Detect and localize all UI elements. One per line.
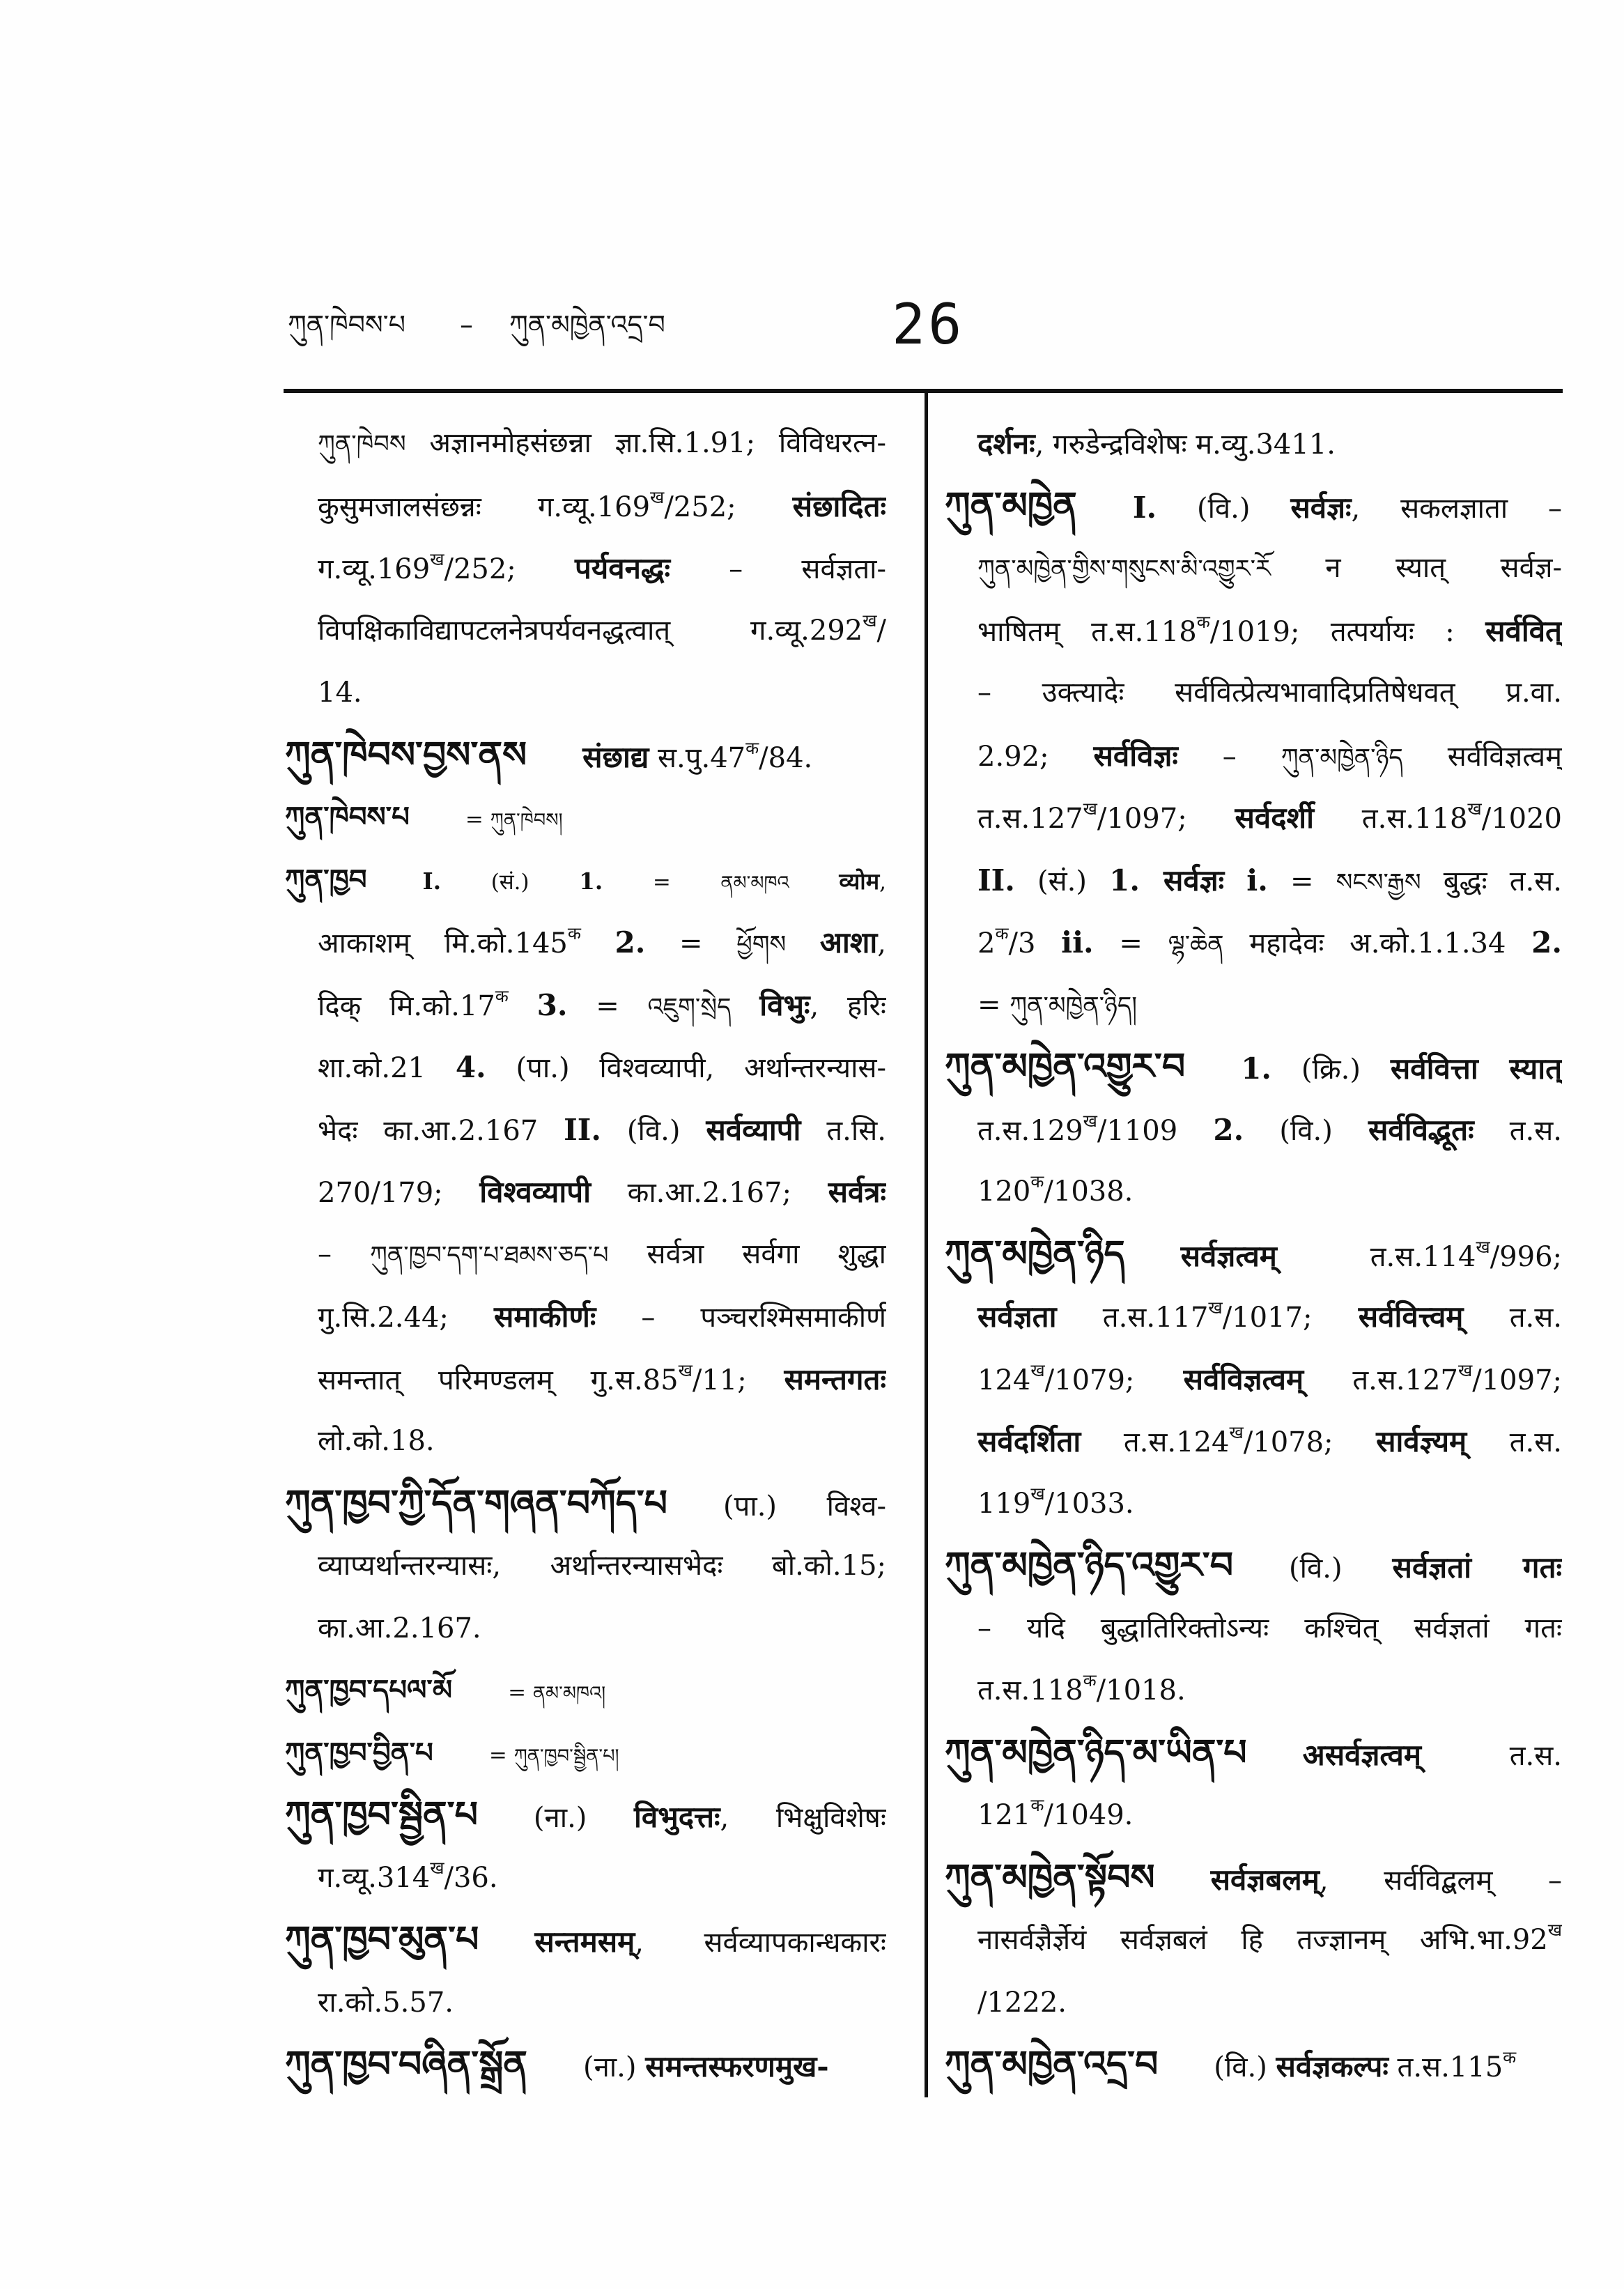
folio-side-superscript: क <box>495 985 509 1006</box>
dictionary-line <box>945 1660 1562 1722</box>
entry-text: = <box>465 807 490 832</box>
entry-text: त.स.115 <box>1388 2051 1503 2083</box>
folio-side-superscript: ख <box>650 486 665 507</box>
entry-text: आकाशम् मि.को.145 <box>318 927 568 959</box>
dictionary-line <box>945 1722 1562 1785</box>
dictionary-line <box>945 1036 1562 1099</box>
sanskrit-term: विभुः <box>759 987 810 1022</box>
left-column <box>285 413 886 2097</box>
sanskrit-term: सर्वज्ञता <box>977 1300 1057 1334</box>
entry-text: , सर्वव्यापकान्धकारः <box>635 1927 886 1959</box>
dictionary-line <box>285 1161 886 1224</box>
dictionary-line <box>285 1722 886 1785</box>
folio-side-superscript: ख <box>1030 1359 1045 1380</box>
entry-text: , गरुडेन्द्रविशेषः म.व्यु.3411. <box>1035 429 1336 461</box>
entry-text <box>1224 865 1246 897</box>
entry-text: स.पु.47 <box>649 741 746 774</box>
folio-side-superscript: ख <box>430 1857 444 1878</box>
tibetan-text: ཀུན་ཁེབས། <box>490 810 563 831</box>
entry-text: 119 <box>977 1487 1031 1520</box>
tibetan-text: ཀུན་མཁྱེན་གྱིས་གསུངས་མི་འགྱུར་རོ <box>977 555 1271 583</box>
entry-text: का.आ.2.167; <box>591 1177 828 1209</box>
sanskrit-term: 1. <box>1241 1051 1272 1086</box>
headword: ཀུན་མཁྱེན་ཉིད་འགྱུར་བ <box>945 1545 1234 1587</box>
entry-text: (वि.) <box>601 1114 706 1147</box>
dictionary-line <box>285 1785 886 1847</box>
sanskrit-term: सर्वज्ञतां गतः <box>1392 1550 1562 1585</box>
entry-text: = <box>1093 927 1168 959</box>
sanskrit-term: I. <box>422 867 442 895</box>
entry-text: /1079; <box>1044 1364 1184 1396</box>
tibetan-text: ཕྱོགས <box>736 930 787 959</box>
entry-text: / <box>876 614 886 647</box>
sanskrit-term: 2. <box>614 925 646 959</box>
dictionary-line <box>285 1972 886 2035</box>
entry-text: लो.को.18. <box>318 1425 435 1457</box>
dictionary-line <box>285 1535 886 1598</box>
entry-text: , भिक्षुविशेषः <box>720 1802 886 1834</box>
sanskrit-term: संछाद्य <box>582 739 649 774</box>
dictionary-line <box>285 662 886 725</box>
entry-text: 2.92; <box>977 740 1094 773</box>
entry-text: त.स.118 <box>1313 803 1468 835</box>
entry-text <box>581 927 615 959</box>
entry-text: /3 <box>1008 927 1062 959</box>
entry-text: (क्रि.) <box>1271 1054 1391 1086</box>
headword: ཀུན་ཁྱབ་མུན་པ <box>285 1919 479 1961</box>
entry-text: का.आ.2.167. <box>318 1612 481 1644</box>
headword: ཀུན་ཁྱབ་སྦྱིན་པ <box>285 1794 478 1836</box>
sanskrit-term: सर्वव्यापी <box>706 1112 801 1147</box>
entry-text: /11; <box>692 1364 784 1396</box>
folio-side-superscript: ख <box>1476 1236 1490 1257</box>
dictionary-line <box>945 2034 1562 2097</box>
entry-text: /1019; तत्पर्यायः : <box>1209 615 1486 648</box>
folio-side-superscript: ख <box>1030 1483 1045 1504</box>
headword: ཀུན་ཁེབས་པ <box>285 801 410 833</box>
sanskrit-term: सर्वज्ञकल्पः <box>1276 2049 1389 2083</box>
tibetan-text: ཀུན་མཁྱེན་ཉིད། <box>1010 991 1138 1020</box>
folio-side-superscript: क <box>1083 1670 1097 1691</box>
dictionary-line <box>285 1598 886 1660</box>
dictionary-entry <box>285 2034 886 2097</box>
right-column <box>945 413 1562 2097</box>
entry-text: /1038. <box>1044 1176 1134 1208</box>
tibetan-text: ཀུན་ཁེབས <box>318 430 406 458</box>
sanskrit-term: ii. <box>1061 925 1094 959</box>
entry-text: – <box>318 1238 371 1270</box>
folio-side-superscript: ख <box>1467 799 1482 819</box>
sanskrit-term: विश्वव्यापी <box>479 1175 591 1209</box>
dictionary-line <box>945 1535 1562 1598</box>
entry-text: , <box>879 869 886 895</box>
entry-text: = <box>567 989 648 1022</box>
entry-text: शा.को.21 <box>318 1052 456 1084</box>
sanskrit-term: II. <box>564 1112 602 1147</box>
entry-text: त.स.117 <box>1056 1302 1209 1334</box>
sanskrit-term: संछादितः <box>792 488 886 523</box>
sanskrit-term: समन्तस्फरणमुख- <box>645 2049 829 2083</box>
headword: ཀུན་ཁྱབ་བཞིན་སྒྲོན <box>285 2044 527 2086</box>
entry-text: भेदः का.आ.2.167 <box>318 1114 564 1147</box>
dictionary-line <box>285 911 886 974</box>
entry-text: – <box>1177 740 1281 773</box>
headword: ཀུན་མཁྱེན <box>945 484 1077 527</box>
dictionary-line <box>945 787 1562 849</box>
tibetan-text: ལྷ་ཆེན <box>1168 930 1224 959</box>
sanskrit-term: II. <box>977 863 1015 897</box>
entry-text: /252; <box>664 491 793 523</box>
dictionary-line <box>285 1286 886 1348</box>
sanskrit-term: 1. सर्वज्ञः <box>1109 863 1225 897</box>
dictionary-line <box>945 1473 1562 1536</box>
dictionary-line <box>285 1847 886 1910</box>
sanskrit-term: सन्तमसम् <box>534 1925 635 1959</box>
entry-text: (वि.) <box>1289 1552 1393 1585</box>
entry-text <box>786 927 820 959</box>
entry-text: /996; <box>1490 1240 1562 1273</box>
headword: ཀུན་མཁྱེན་སྟོབས <box>945 1856 1155 1899</box>
right-guide-word: ཀུན་མཁྱེན་འདྲ་བ <box>509 309 665 340</box>
dictionary-line <box>945 911 1562 974</box>
entry-text: /1222. <box>977 1986 1067 2019</box>
sanskrit-term: विभुदत्तः <box>633 1800 720 1834</box>
headword: ཀུན་ཁྱབ་དཔལ་མོ <box>285 1674 453 1706</box>
guide-word-separator: – <box>460 309 473 340</box>
entry-text: अज्ञानमोहसंछन्ना ज्ञा.सि.1.91; विविधरत्न- <box>405 427 886 459</box>
dictionary-line <box>285 725 886 787</box>
tibetan-text: ཀུན་ཁྱབ་དག་པ་ཐམས་ཅད་པ <box>370 1240 609 1270</box>
entry-text: – उक्त्यादेः सर्ववित्प्रेत्यभावादिप्रतिषेधवत् प्र.वा. <box>977 677 1562 709</box>
dictionary-entry <box>285 1785 886 1909</box>
sanskrit-term: सर्ववित् <box>1485 613 1562 648</box>
folio-side-superscript: ख <box>1208 1297 1223 1318</box>
dictionary-line <box>945 413 1562 475</box>
dictionary-entry <box>945 1722 1562 1847</box>
dictionary-line <box>285 413 886 475</box>
entry-text: सर्वविज्ञत्वम् <box>1402 740 1562 773</box>
column-divider <box>925 390 928 2097</box>
entry-text: /1020 <box>1481 803 1562 835</box>
folio-side-superscript: क <box>995 923 1009 944</box>
dictionary-line <box>945 662 1562 725</box>
dictionary-line <box>945 1909 1562 1972</box>
folio-side-superscript: क <box>1503 2047 1517 2068</box>
entry-text: 2 <box>977 927 996 959</box>
sanskrit-term: सर्वदर्शी <box>1235 801 1314 835</box>
entry-text: न स्यात् सर्वज्ञ- <box>1270 552 1562 584</box>
folio-side-superscript: क <box>1030 1795 1044 1816</box>
sanskrit-term: 4. <box>455 1050 486 1084</box>
dictionary-line <box>285 1473 886 1536</box>
tibetan-text: ནམ་མཁའ <box>720 872 789 894</box>
dictionary-line <box>285 1099 886 1162</box>
dictionary-line <box>945 1161 1562 1224</box>
entry-text: त.स. <box>1463 1302 1562 1334</box>
dictionary-entry <box>945 1224 1562 1536</box>
entry-text: 121 <box>977 1799 1031 1831</box>
entry-text: त.स.127 <box>1304 1364 1458 1396</box>
entry-text: – यदि बुद्धातिरिक्तोऽन्यः कश्चित् सर्वज्ञतां गतः <box>977 1612 1562 1644</box>
entry-text: /1097; <box>1097 803 1235 835</box>
dictionary-line <box>285 1410 886 1473</box>
entry-text: (पा.) विश्व- <box>723 1490 886 1523</box>
sanskrit-term: सर्वज्ञत्वम् <box>1180 1238 1277 1273</box>
dictionary-line <box>945 1099 1562 1162</box>
entry-text: महादेवः अ.को.1.1.34 <box>1223 927 1532 959</box>
folio-side-superscript: ख <box>1457 1359 1473 1380</box>
folio-side-superscript: ख <box>1083 799 1097 819</box>
entry-text: /84. <box>759 741 813 774</box>
folio-side-superscript: ख <box>678 1359 693 1380</box>
entry-text: त.सि. <box>801 1114 886 1147</box>
dictionary-entry <box>945 1535 1562 1722</box>
header-rule <box>284 389 1563 393</box>
entry-text: = <box>1267 865 1336 897</box>
headword: ཀུན་མཁྱེན་ཉིད་མ་ཡིན་པ <box>945 1732 1247 1774</box>
entry-text: /1078; <box>1243 1426 1377 1458</box>
entry-text: 120 <box>977 1176 1031 1208</box>
folio-side-superscript: ख <box>863 610 877 631</box>
folio-side-superscript: क <box>1030 1171 1044 1192</box>
dictionary-entry <box>945 2034 1562 2097</box>
headword: ཀུན་མཁྱེན་ཉིད <box>945 1233 1125 1275</box>
entry-text: (वि.) <box>1214 2051 1276 2083</box>
entry-text: 270/179; <box>318 1177 480 1209</box>
dictionary-line <box>285 475 886 538</box>
entry-text: त.स.124 <box>1081 1426 1230 1458</box>
entry-text: कुसुमजालसंछन्नः ग.व्यू.169 <box>318 491 651 523</box>
dictionary-line <box>945 1598 1562 1660</box>
dictionary-entry <box>285 849 886 1473</box>
entry-text: , सर्वविद्बलम् – <box>1319 1864 1562 1897</box>
page-number: 26 <box>892 292 965 357</box>
tibetan-text: ཀུན་མཁྱེན་ཉིད <box>1281 743 1403 772</box>
entry-text: /1049. <box>1044 1799 1134 1831</box>
left-guide-word: ཀུན་ཁེབས་པ <box>288 309 406 340</box>
entry-text: बुद्धः त.स. <box>1421 865 1562 897</box>
entry-text <box>509 990 537 1022</box>
dictionary-line <box>945 1847 1562 1910</box>
entry-text: = <box>488 1742 514 1768</box>
dictionary-line <box>945 1410 1562 1473</box>
dictionary-entry <box>945 1847 1562 2035</box>
dictionary-line <box>285 1909 886 1972</box>
dictionary-entry <box>285 1909 886 2034</box>
entry-text: व्याप्यर्थान्तरन्यासः, अर्थान्तरन्यासभेदः बो.को.15; <box>318 1550 886 1582</box>
sanskrit-term: I. <box>1132 490 1157 525</box>
dictionary-entry <box>285 787 886 849</box>
entry-text: – पञ्चरश्मिसमाकीर्ण <box>596 1302 886 1334</box>
entry-text: 124 <box>977 1364 1031 1396</box>
entry-text: त.स. <box>1474 1114 1562 1147</box>
tibetan-text: སངས་རྒྱས <box>1336 868 1421 897</box>
folio-side-superscript: क <box>567 923 581 944</box>
entry-text: /36. <box>444 1861 498 1894</box>
sanskrit-term: सर्वत्रः <box>828 1175 886 1209</box>
sanskrit-term: समाकीर्णः <box>493 1300 596 1334</box>
dictionary-line <box>945 974 1562 1037</box>
dictionary-line <box>945 1785 1562 1847</box>
dictionary-line <box>285 849 886 912</box>
entry-text: ग.व्यू.314 <box>318 1861 431 1894</box>
entry-text: ग.व्यू.169 <box>318 553 431 585</box>
sanskrit-term: सर्वदर्शिता <box>977 1424 1081 1458</box>
entry-text: सर्वत्रा सर्वगा शुद्धा <box>608 1238 886 1270</box>
folio-side-superscript: क <box>1196 611 1210 632</box>
sanskrit-term: i. <box>1246 863 1268 897</box>
entry-text: रा.को.5.57. <box>318 1986 454 2019</box>
dictionary-entry <box>285 725 886 787</box>
headword: ཀུན་ཁྱབ་བྱིན་པ <box>285 1736 433 1769</box>
folio-side-superscript: क <box>745 737 759 758</box>
entry-text: /1109 <box>1097 1114 1214 1147</box>
sanskrit-term: सर्वविज्ञः <box>1093 738 1178 773</box>
entry-text: त.स.118 <box>977 1674 1083 1706</box>
dictionary-line <box>945 1972 1562 2035</box>
entry-text: त.स. <box>1421 1739 1562 1772</box>
entry-text: समन्तात् परिमण्डलम् गु.स.85 <box>318 1364 679 1396</box>
entry-text: = <box>508 1680 533 1705</box>
dictionary-entry <box>945 475 1562 1037</box>
dictionary-entry <box>285 413 886 725</box>
sanskrit-term: दर्शनः <box>977 426 1035 461</box>
sanskrit-term: 2. <box>1531 925 1562 959</box>
tibetan-text: ཀུན་ཁྱབ་སྦྱིན་པ། <box>513 1745 619 1767</box>
entry-text: गु.सि.2.44; <box>318 1302 494 1334</box>
entry-text: (वि.) <box>1244 1114 1369 1147</box>
entry-text: त.स. <box>1467 1426 1562 1458</box>
entry-text: /252; <box>444 553 575 585</box>
dictionary-line <box>285 1660 886 1722</box>
sanskrit-term: समन्तगतः <box>784 1362 886 1396</box>
dictionary-line <box>945 475 1562 538</box>
sanskrit-term: सर्ववित्त्वम् <box>1358 1300 1464 1334</box>
dictionary-entry <box>285 1722 886 1785</box>
dictionary-line <box>945 849 1562 912</box>
dictionary-line <box>285 1348 886 1411</box>
dictionary-line <box>285 1224 886 1286</box>
sanskrit-term: 2. <box>1213 1112 1244 1147</box>
sanskrit-term: सार्वज्ञ्यम् <box>1376 1424 1467 1458</box>
sanskrit-term: सर्ववित्ता स्यात् <box>1390 1051 1562 1086</box>
entry-text: (सं.) <box>1014 865 1110 897</box>
entry-text: , <box>877 927 886 959</box>
dictionary-line <box>945 1224 1562 1286</box>
dictionary-line <box>285 974 886 1037</box>
folio-side-superscript: ख <box>1083 1110 1097 1131</box>
tibetan-text: ནམ་མཁའ། <box>532 1683 606 1704</box>
entry-text: , हरिः <box>810 989 886 1022</box>
dictionary-entry <box>285 1660 886 1722</box>
entry-text: दिक् मि.को.17 <box>318 989 495 1022</box>
sanskrit-term: व्योम <box>839 867 880 895</box>
folio-side-superscript: ख <box>430 549 444 570</box>
entry-text: /1018. <box>1096 1674 1186 1706</box>
headword: ཀུན་ཁྱབ <box>285 863 367 896</box>
folio-side-superscript: ख <box>1229 1422 1244 1443</box>
entry-text: भाषितम् त.स.118 <box>977 615 1197 648</box>
dictionary-line <box>285 537 886 600</box>
entry-text <box>789 870 840 895</box>
entry-text: = <box>645 927 737 959</box>
sanskrit-term: सर्वविज्ञत्वम् <box>1183 1362 1304 1396</box>
dictionary-line <box>945 725 1562 787</box>
tibetan-text: འཇུག་སྲེད <box>647 992 732 1022</box>
sanskrit-term: सर्वविद्भूतः <box>1368 1112 1474 1147</box>
entry-text: नासर्वज्ञैर्ज्ञेयं सर्वज्ञबलं हि तज्ज्ञानम् अभि.भा.92 <box>977 1924 1548 1956</box>
entry-text: – सर्वज्ञता- <box>670 553 886 585</box>
dictionary-line <box>945 600 1562 663</box>
entry-text: त.स.129 <box>977 1114 1083 1147</box>
entry-text: , सकलज्ञाता – <box>1351 492 1562 525</box>
dictionary-entry <box>945 413 1562 475</box>
headword: ཀུན་མཁྱེན་འགྱུར་བ <box>945 1046 1186 1088</box>
headword: ཀུན་ཁེབས་བྱས་ནས <box>285 734 527 776</box>
entry-text: (ना.) <box>582 2051 646 2083</box>
sanskrit-term: 1. <box>579 867 603 895</box>
dictionary-line <box>945 1348 1562 1411</box>
entry-text: 14. <box>318 677 362 709</box>
entry-text: (वि.) <box>1157 492 1291 525</box>
dictionary-line <box>285 600 886 663</box>
entry-text: /1017; <box>1222 1302 1359 1334</box>
entry-text: विपक्षिकाविद्यापटलनेत्रपर्यवनद्धत्वात् ग.व्यू.292 <box>318 614 863 647</box>
entry-text: = <box>977 988 1010 1021</box>
sanskrit-term: आशा <box>819 925 878 959</box>
dictionary-line <box>285 2034 886 2097</box>
headword: ཀུན་ཁྱབ་ཀྱི་དོན་གཞན་བཀོད་པ <box>285 1482 668 1525</box>
dictionary-line <box>285 787 886 849</box>
sanskrit-term: 3. <box>536 987 568 1022</box>
entry-text: = <box>603 869 721 895</box>
entry-text: (पा.) विश्वव्यापी, अर्थान्तरन्यास- <box>486 1052 886 1084</box>
sanskrit-term: सर्वज्ञः <box>1290 490 1352 525</box>
entry-text: /1097; <box>1472 1364 1562 1396</box>
folio-side-superscript: ख <box>1547 1920 1562 1941</box>
sanskrit-term: पर्यवनद्धः <box>575 551 670 585</box>
dictionary-entry <box>945 1036 1562 1224</box>
dictionary-line <box>285 1036 886 1099</box>
entry-text <box>731 990 759 1022</box>
entry-text: /1033. <box>1044 1487 1134 1520</box>
headword: ཀུན་མཁྱེན་འདྲ་བ <box>945 2044 1159 2086</box>
entry-text: त.स.114 <box>1276 1240 1476 1273</box>
entry-text: त.स.127 <box>977 803 1083 835</box>
entry-text: (ना.) <box>533 1802 634 1834</box>
dictionary-line <box>945 537 1562 600</box>
entry-text: (सं.) <box>441 869 580 895</box>
dictionary-entry <box>285 1473 886 1660</box>
sanskrit-term: सर्वज्ञबलम् <box>1210 1862 1320 1897</box>
dictionary-line <box>945 1286 1562 1348</box>
sanskrit-term: असर्वज्ञत्वम् <box>1302 1737 1421 1772</box>
